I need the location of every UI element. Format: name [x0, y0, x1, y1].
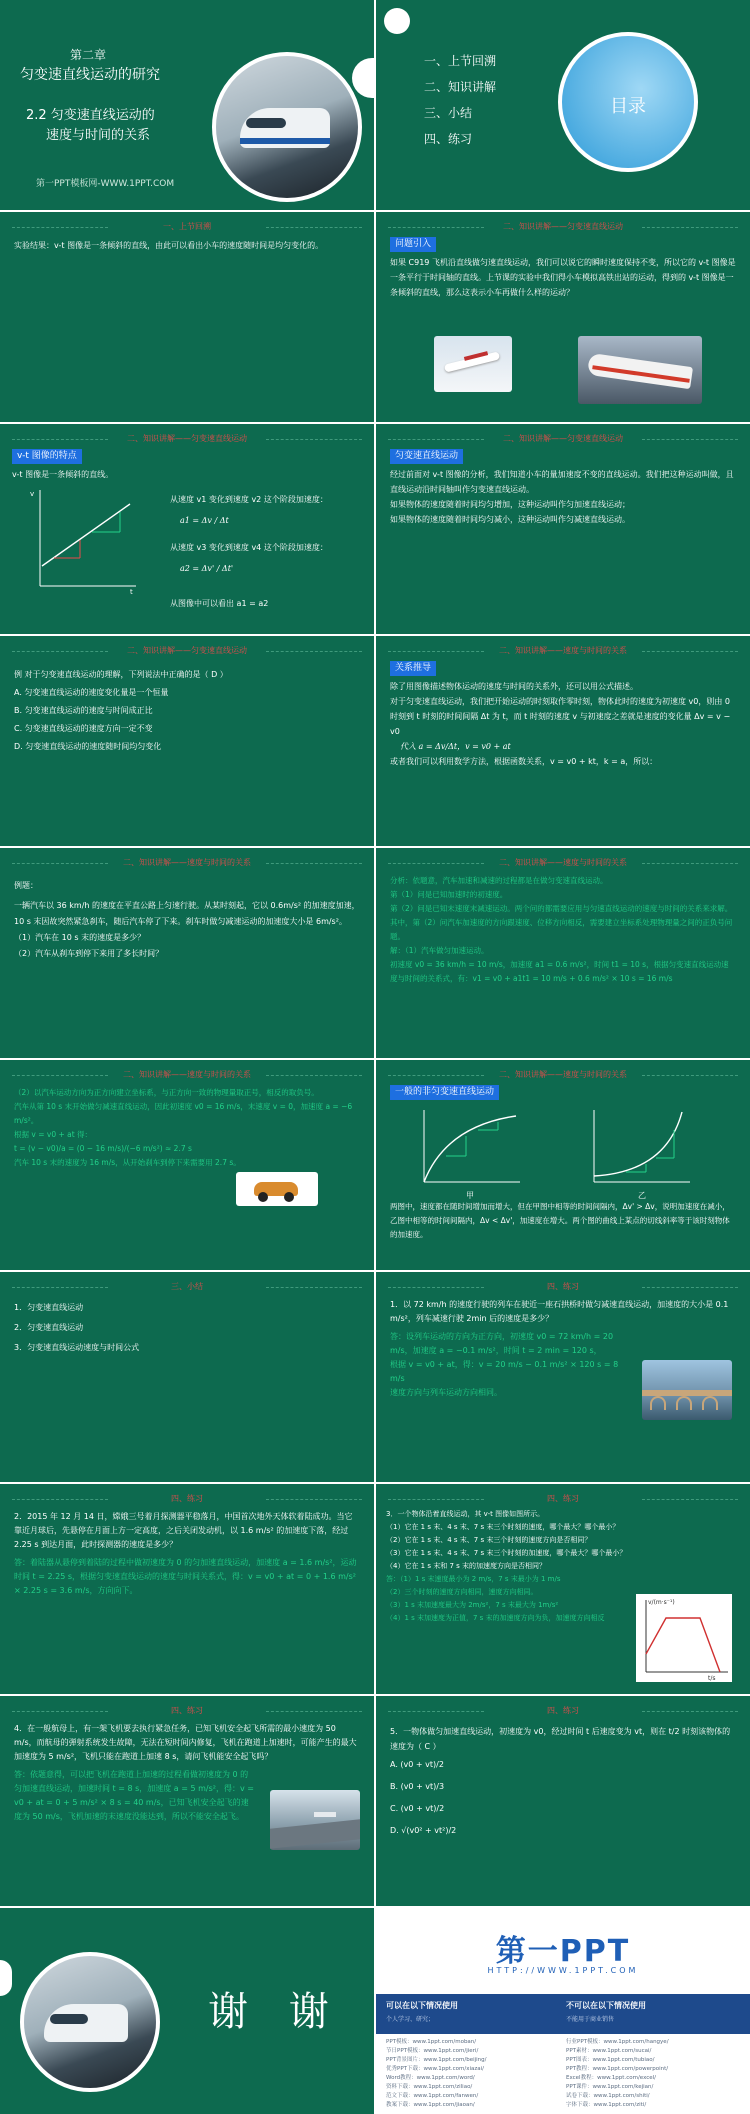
slide-exercise-5	[376, 1696, 750, 1906]
usage-text: 个人学习、研究；	[386, 2016, 435, 2023]
logo-area	[376, 1908, 750, 1994]
link-row[interactable]: 节日PPT模板：www.1ppt.com/jieri/	[386, 2048, 479, 2054]
decor-ring	[0, 1960, 12, 1996]
site-label: 第一PPT模板网-WWW.1PPT.COM	[36, 179, 175, 189]
solution-text: 初速度 v0 = 36 km/h = 10 m/s，加速度 a1 = 0.6 m/s²，时间 t1 = 10 s，根据匀变速直线运动速度与时间的关系式，有：v1 = v0 + a1t1 = 10 m/s + 0.6 m/s² × 10 s = 16 m/s	[390, 960, 729, 983]
solution-text: 汽车 10 s 末的速度为 16 m/s，从开始刹车到停下来需要用 2.7 s。	[14, 1158, 241, 1167]
link-row[interactable]: PPT背景图片：www.1ppt.com/beijing/	[386, 2057, 487, 2063]
chapter-label: 第二章	[70, 48, 107, 62]
example-question: （1）汽车在 10 s 末的速度是多少？	[14, 933, 146, 942]
exercise-answer: 根据 v = v0 + at，得：v = 20 m/s − 0.1 m/s² × 120 s = 8 m/s	[390, 1360, 619, 1383]
link-row[interactable]: 范文下载：www.1ppt.com/fanwen/	[386, 2093, 479, 2099]
derivation-text: 对于匀变速直线运动，我们把开始运动的时刻取作零时刻，物体此时的速度为初速度 v0，则由 0 时刻到 t 时刻的时间间隔 Δt 为 t，而 t 时刻的速度 v 与初速度之差就是速度的变化量 Δv = v − v0	[390, 697, 731, 736]
exercise-question: 1．以 72 km/h 的速度行驶的列车在驶近一座石拱桥时做匀减速直线运动，加速度的大小是 0.1 m/s²，列车减速行驶 2min 后的速度是多少？	[390, 1300, 729, 1323]
exercise-question: 2．2015 年 12 月 14 日，嫦娥三号着月探测器平稳落月，中国首次地外天体软着陆成功。当它靠近月球后，先悬停在月面上方一定高度，之后关闭发动机，以 1.6 m/s² 的加速度下落，经过 2.25 s 到达月面，此时探测器的速度是多少？	[14, 1512, 353, 1549]
derivation-text: 或者我们可以利用数学方法，根据函数关系，v = v0 + kt，k = a，所以：	[390, 757, 658, 766]
link-row[interactable]: 资料下载：www.1ppt.com/ziliao/	[386, 2084, 473, 2090]
slide-header: 四、练习	[0, 1702, 374, 1720]
review-text: 实验结果：v-t 图像是一条倾斜的直线，由此可以看出小车的速度随时间是均匀变化的。	[14, 241, 324, 250]
solution-text: 解：（1）汽车做匀加速运动。	[390, 946, 489, 955]
section-title-2: 速度与时间的关系	[46, 128, 151, 143]
exercise-answer: （2）三个时刻的速度方向相同，速度方向相同。	[386, 1588, 538, 1596]
vt-graph	[30, 486, 140, 596]
solution-text: 汽车从第 10 s 末开始做匀减速直线运动，因此初速度 v0 = 16 m/s，末速度 v = 0，加速度 a = −6 m/s²。	[14, 1102, 353, 1125]
section-tag: 一般的非匀变速直线运动	[390, 1085, 499, 1100]
bridge-photo	[642, 1360, 732, 1420]
exercise-subquestion: （1）它在 1 s 末、4 s 末、7 s 末三个时刻的速度，哪个最大？哪个最小？	[386, 1523, 620, 1531]
solution-text: （2）以汽车运动方向为正方向建立坐标系，与正方向一致的物理量取正号，相反的取负号。	[14, 1088, 319, 1097]
slide-header: 二、知识讲解——匀变速直线运动	[0, 430, 374, 448]
link-row[interactable]: PPT素材：www.1ppt.com/sucai/	[566, 2048, 652, 2054]
car-photo	[236, 1172, 318, 1206]
slide-review	[0, 212, 374, 422]
intro-text: 如果 C919 飞机沿直线做匀速直线运动，我们可以说它的瞬时速度保持不变，所以它的 v-t 图像是一条平行于时间轴的直线。上节课的实验中我们得小车模拟高铁出站的运动，得到的 v-t 图像是一条倾斜的直线，那么这表示小车再做什么样的运动？	[390, 258, 736, 297]
exercise-answer: 答：（1）1 s 末速度最小为 2 m/s，7 s 末最小为 1 m/s	[386, 1575, 561, 1583]
slide-example-2	[0, 848, 374, 1058]
exercise-answer: （4）1 s 末加速度为正值，7 s 末的加速度方向为负，加速度方向相反	[386, 1614, 605, 1622]
slide-exercise-1	[376, 1272, 750, 1482]
example-label: 例题：	[14, 881, 38, 890]
summary-item: 2．匀变速直线运动	[14, 1323, 84, 1332]
graph-label: 乙	[638, 1191, 646, 1200]
section-tag: v-t 图像的特点	[12, 449, 82, 464]
option: B. (v0 + vt)/3	[390, 1782, 445, 1791]
slide-thanks	[0, 1908, 374, 2114]
slide-header: 一、上节回溯	[0, 218, 374, 236]
slide-header: 二、知识讲解——速度与时间的关系	[376, 854, 750, 872]
link-row[interactable]: 试卷下载：www.1ppt.com/shiti/	[566, 2093, 650, 2099]
section-title: 2.2 匀变速直线运动的	[26, 108, 155, 123]
logo-url[interactable]: HTTP://WWW.1PPT.COM	[487, 1966, 639, 1975]
axis-label: v/(m·s⁻¹)	[648, 1599, 675, 1606]
exercise-question: 5．一物体做匀加速直线运动，初速度为 v0，经过时间 t 后速度变为 vt，则在 t/2 时刻该物体的速度为（ C ）	[390, 1727, 731, 1751]
solution-formula: t = (v − v0)/a = (0 − 16 m/s)/(−6 m/s²) ≈ 2.7 s	[14, 1144, 192, 1153]
slide-header: 二、知识讲解——匀变速直线运动	[376, 430, 750, 448]
option: A. 匀变速直线运动的速度变化量是一个恒量	[14, 688, 169, 697]
formula-a1: a1 = Δv / Δt	[180, 516, 229, 525]
option: C. (v0 + vt)/2	[390, 1804, 445, 1813]
svg-text:v: v	[30, 490, 35, 498]
slide-definition	[376, 424, 750, 634]
nonuniform-text: 两图中，速度都在随时间增加而增大，但在甲图中相等的时间间隔内，Δv' > Δv，说明加速度在减小，乙图中相等的时间间隔内，Δv < Δv'，加速度在增大。两个图的曲线上某点的切线斜率等于该时刻物体的加速度。	[390, 1202, 730, 1239]
carrier-photo	[270, 1790, 360, 1850]
link-row[interactable]: Excel教程：www.1ppt.com/excel/	[566, 2075, 657, 2081]
slide-solution	[376, 848, 750, 1058]
slide-header: 二、知识讲解——速度与时间的关系	[0, 1066, 374, 1084]
option: A. (v0 + vt)/2	[390, 1760, 444, 1769]
exercise-answer: 答：着陆器从悬停到着陆的过程中做初速度为 0 的匀加速直线运动，加速度 a = 1.6 m/s²，运动时间 t = 2.25 s，根据匀变速直线运动的速度与时间关系式，得：v = v0 + at = 0 + 1.6 m/s² × 2.25 s = 3.6 m/s，方向向下。	[14, 1558, 357, 1595]
exercise-answer: 速度方向与列车运动方向相同。	[390, 1388, 502, 1397]
toc-item[interactable]: 三、小结	[424, 106, 473, 120]
slide-toc	[376, 0, 750, 210]
feature-line: 从速度 v3 变化到速度 v4 这个阶段加速度：	[170, 543, 328, 552]
feature-line: 从图像中可以看出 a1 = a2	[170, 599, 269, 608]
svg-text:t: t	[130, 588, 133, 596]
slide-header: 四、练习	[0, 1490, 374, 1508]
link-row[interactable]: 优秀PPT下载：www.1ppt.com/xiazai/	[386, 2066, 485, 2072]
solution-text: 第（1）问是已知加速时的初速度。	[390, 890, 508, 899]
airplane-photo	[434, 336, 512, 392]
link-row[interactable]: Word教程：www.1ppt.com/word/	[386, 2075, 475, 2081]
link-row[interactable]: 字体下载：www.1ppt.com/ziti/	[566, 2102, 647, 2108]
slide-exercise-3	[376, 1484, 750, 1694]
thanks-text: 谢 谢	[208, 1989, 343, 2035]
slide-header: 二、知识讲解——匀变速直线运动	[0, 642, 374, 660]
usage-title: 可以在以下情况使用	[386, 2001, 458, 2010]
slide-solution-2	[0, 1060, 374, 1270]
def-text: ，且直线运动沿时间轴	[390, 470, 734, 494]
link-row[interactable]: 行业PPT模板：www.1ppt.com/hangye/	[566, 2039, 669, 2045]
logo-text: 第一PPT	[495, 1934, 631, 1969]
toc-item[interactable]: 四、练习	[424, 132, 473, 146]
vt-chart	[636, 1594, 732, 1682]
feature-line: v-t 图像是一条倾斜的直线。	[12, 470, 114, 479]
option: B. 匀变速直线运动的速度与时间成正比	[14, 706, 153, 715]
link-column	[386, 2038, 487, 2110]
link-row[interactable]: PPT图表：www.1ppt.com/tubiao/	[566, 2057, 655, 2063]
exercise-answer: （3）1 s 末加速度最大为 2m/s²，7 s 末最大为 1m/s²	[386, 1601, 559, 1609]
solution-text: 根据 v = v0 + at 得：	[14, 1130, 93, 1139]
exercise-answer: 答：设列车运动的方向为正方向，初速度 v0 = 72 km/h = 20 m/s，加速度 a = −0.1 m/s²，时间 t = 2 min = 120 s，	[390, 1332, 614, 1355]
slide-vt-features	[0, 424, 374, 634]
def-text: 叫作匀变速直线运动。	[454, 485, 534, 494]
chapter-title: 匀变速直线运动的研究	[20, 67, 160, 83]
slide-derivation	[376, 636, 750, 846]
slide-credits	[376, 1908, 750, 2114]
example-text: 一辆汽车以 36 km/h 的速度在平直公路上匀速行驶。从某时刻起，它以 0.6m/s² 的加速度加速，10 s 末因故突然紧急刹车，随后汽车停了下来。刹车时做匀减速运动的加速度大小是 6m/s²。	[14, 901, 360, 926]
decor-dot	[384, 8, 410, 34]
slide-header: 二、知识讲解——速度与时间的关系	[376, 1066, 750, 1084]
slide-exercise-2	[0, 1484, 374, 1694]
slide-intro	[376, 212, 750, 422]
slide-header: 三、小结	[0, 1278, 374, 1296]
link-row[interactable]: PPT模板：www.1ppt.com/moban/	[386, 2039, 477, 2045]
exercise-subquestion: （4）它在 1 s 末和 7 s 末的加速度方向是否相同？	[386, 1562, 547, 1570]
formula-a2: a2 = Δv' / Δt'	[180, 564, 234, 573]
option: D. √(v0² + vt²)/2	[390, 1826, 457, 1835]
link-row[interactable]: PPT课件：www.1ppt.com/kejian/	[566, 2084, 654, 2090]
exercise-subquestion: （2）它在 1 s 末、4 s 末、7 s 末三个时刻的速度方向是否相同？	[386, 1536, 592, 1544]
slide-title	[0, 0, 374, 210]
link-row[interactable]: PPT教程：www.1ppt.com/powerpoint/	[566, 2066, 669, 2072]
slide-header: 四、练习	[376, 1702, 750, 1720]
summary-item: 3．匀变速直线运动速度与时间公式	[14, 1343, 140, 1352]
graph-jia	[416, 1106, 526, 1190]
option: D. 匀变速直线运动的速度随时间均匀变化	[14, 742, 162, 751]
derivation-text: 除了用图像描述物体运动的速度与时间的关系外，还可以用公式描述。	[390, 682, 638, 691]
slide-header: 二、知识讲解——速度与时间的关系	[0, 854, 374, 872]
train-photo	[20, 1952, 160, 2092]
slide-example	[0, 636, 374, 846]
exercise-subquestion: （3）它在 1 s 末、4 s 末、7 s 末三个时刻的加速度，哪个最大？哪个最小？	[386, 1549, 627, 1557]
slide-header: 二、知识讲解——速度与时间的关系	[376, 642, 750, 660]
section-tag: 问题引入	[390, 237, 436, 252]
toc-item[interactable]: 二、知识讲解	[424, 80, 497, 94]
graph-yi	[586, 1106, 696, 1190]
toc-title: 目录	[610, 96, 646, 117]
exercise-question: 3．一个物体沿着直线运动，其 v-t 图像如图所示。	[386, 1510, 545, 1518]
def-text: 经过前面对 v-t 图像的分析，我们知道小车的量加速度不变的直线运动。我们把这种运动叫做	[390, 470, 718, 479]
toc-circle	[558, 32, 698, 172]
graph-label: 甲	[466, 1191, 474, 1200]
usage-title: 不可以在以下情况使用	[566, 2001, 646, 2010]
section-tag: 匀变速直线运动	[390, 449, 463, 464]
option: C. 匀变速直线运动的速度方向一定不变	[14, 724, 153, 733]
exercise-answer: 答：依题意得，可以把飞机在跑道上加速的过程看做初速度为 0 的匀加速直线运动，加速时间 t = 8 s，加速度 a = 5 m/s²，得：v = v0 + at = 0 + 5 m/s² × 8 s = 40 m/s，已知飞机安全起飞的速度为 50 m/s，飞机加速的末速度没能达到，所以不能安全起飞。	[14, 1770, 254, 1821]
toc-item[interactable]: 一、上节回溯	[424, 54, 497, 68]
train-photo	[578, 336, 702, 404]
solution-text: 分析：依题意，汽车加速和减速的过程都是在做匀变速直线运动。	[390, 876, 608, 885]
axis-label: t/s	[708, 1675, 716, 1682]
derivation-formula: 代入 a = Δv/Δt，v = v0 + at	[400, 742, 511, 751]
def-text: 如果物体的速度随着时间均匀增加，这种运动叫作匀加速直线运动；	[390, 500, 630, 509]
question-text: 例 对于匀变速直线运动的理解，下列说法中正确的是（ D ）	[14, 670, 228, 679]
slide-header: 四、练习	[376, 1278, 750, 1296]
def-text: 如果物体的速度随着时间均匀减小，这种运动叫作匀减速直线运动。	[390, 515, 630, 524]
slide-header: 二、知识讲解——匀变速直线运动	[376, 218, 750, 236]
section-tag: 关系推导	[390, 661, 436, 676]
slide-exercise-4	[0, 1696, 374, 1906]
solution-text: 第（2）问是已知末速度末减速运动。两个问的都需要应用与匀速直线运动的速度与时间的关系来求解。其中，第（2）问汽车加速度的方向跟速度、位移方向相反，需要建立坐标系处理物理量之间的正负号问题。	[390, 904, 733, 941]
slide-header: 四、练习	[376, 1490, 750, 1508]
link-row[interactable]: 教案下载：www.1ppt.com/jiaoan/	[386, 2102, 475, 2108]
link-column	[566, 2038, 669, 2110]
toc-list	[424, 48, 496, 152]
usage-text: 不能用于商业销售	[566, 2016, 615, 2023]
train-photo	[212, 52, 362, 202]
slide-summary	[0, 1272, 374, 1482]
exercise-question: 4．在一般航母上，有一架飞机要去执行紧急任务，已知飞机安全起飞所需的最小速度为 50 m/s，而航母的弹射系统发生故障，无法在短时间内修复，飞机在跑道上加速时，可能产生的最大加速度为 5 m/s²，飞机只能在跑道上加速 8 s，请问飞机能安全起飞吗？	[14, 1724, 357, 1761]
feature-line: 从速度 v1 变化到速度 v2 这个阶段加速度：	[170, 495, 328, 504]
example-question: （2）汽车从刹车到停下来用了多长时间？	[14, 949, 164, 958]
summary-item: 1．匀变速直线运动	[14, 1303, 84, 1312]
slide-nonuniform	[376, 1060, 750, 1270]
usage-banner	[376, 1994, 750, 2034]
